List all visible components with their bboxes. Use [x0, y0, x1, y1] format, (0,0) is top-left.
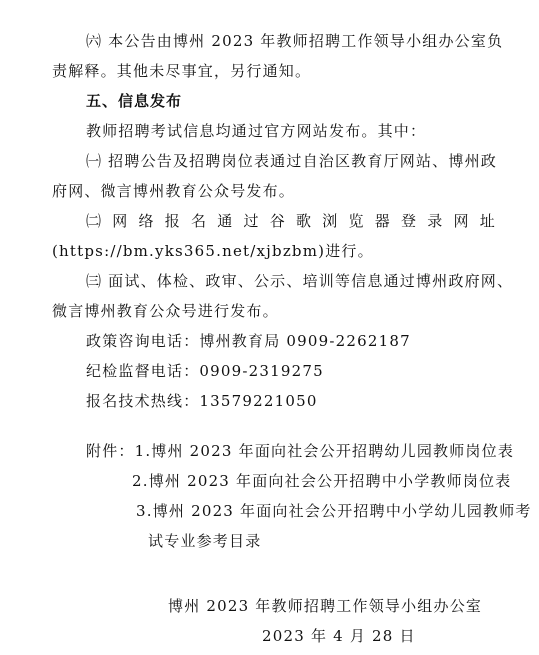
item-1-line-2: 府网、微言博州教育公众号发布。: [52, 182, 296, 200]
section-5-heading: 五、信息发布: [86, 92, 183, 110]
section-5-intro: 教师招聘考试信息均通过官方网站发布。其中：: [86, 122, 427, 140]
item-1-line-1: ㈠ 招聘公告及招聘岗位表通过自治区教育厅网站、博州政: [86, 152, 497, 170]
signature-date: 2023 年 4 月 28 日: [262, 627, 416, 645]
item-2-line-2: (https://bm.yks365.net/xjbzbm)进行。: [52, 242, 374, 260]
supervision-hotline: 纪检监督电话：0909-2319275: [86, 362, 324, 380]
paragraph-6-line-2: 责解释。其他未尽事宜，另行通知。: [52, 62, 312, 80]
attachment-3-line-1: 3.博州 2023 年面向社会公开招聘中小学幼儿园教师考: [136, 502, 532, 520]
tech-hotline: 报名技术热线：13579221050: [86, 392, 318, 410]
policy-hotline: 政策咨询电话：博州教育局 0909-2262187: [86, 332, 411, 350]
item-3-line-2: 微言博州教育公众号进行发布。: [52, 302, 279, 320]
attachment-2: 2.博州 2023 年面向社会公开招聘中小学教师岗位表: [132, 472, 512, 490]
item-3-line-1: ㈢ 面试、体检、政审、公示、培训等信息通过博州政府网、: [86, 272, 514, 290]
paragraph-6-line-1: ㈥ 本公告由博州 2023 年教师招聘工作领导小组办公室负: [86, 32, 504, 50]
attachment-1: 附件：1.博州 2023 年面向社会公开招聘幼儿园教师岗位表: [86, 442, 515, 460]
attachment-3-line-2: 试专业参考目录: [148, 532, 262, 550]
item-2-line-1: ㈡ 网 络 报 名 通 过 谷 歌 浏 览 器 登 录 网 址: [86, 212, 496, 230]
signature-org: 博州 2023 年教师招聘工作领导小组办公室: [168, 597, 483, 615]
